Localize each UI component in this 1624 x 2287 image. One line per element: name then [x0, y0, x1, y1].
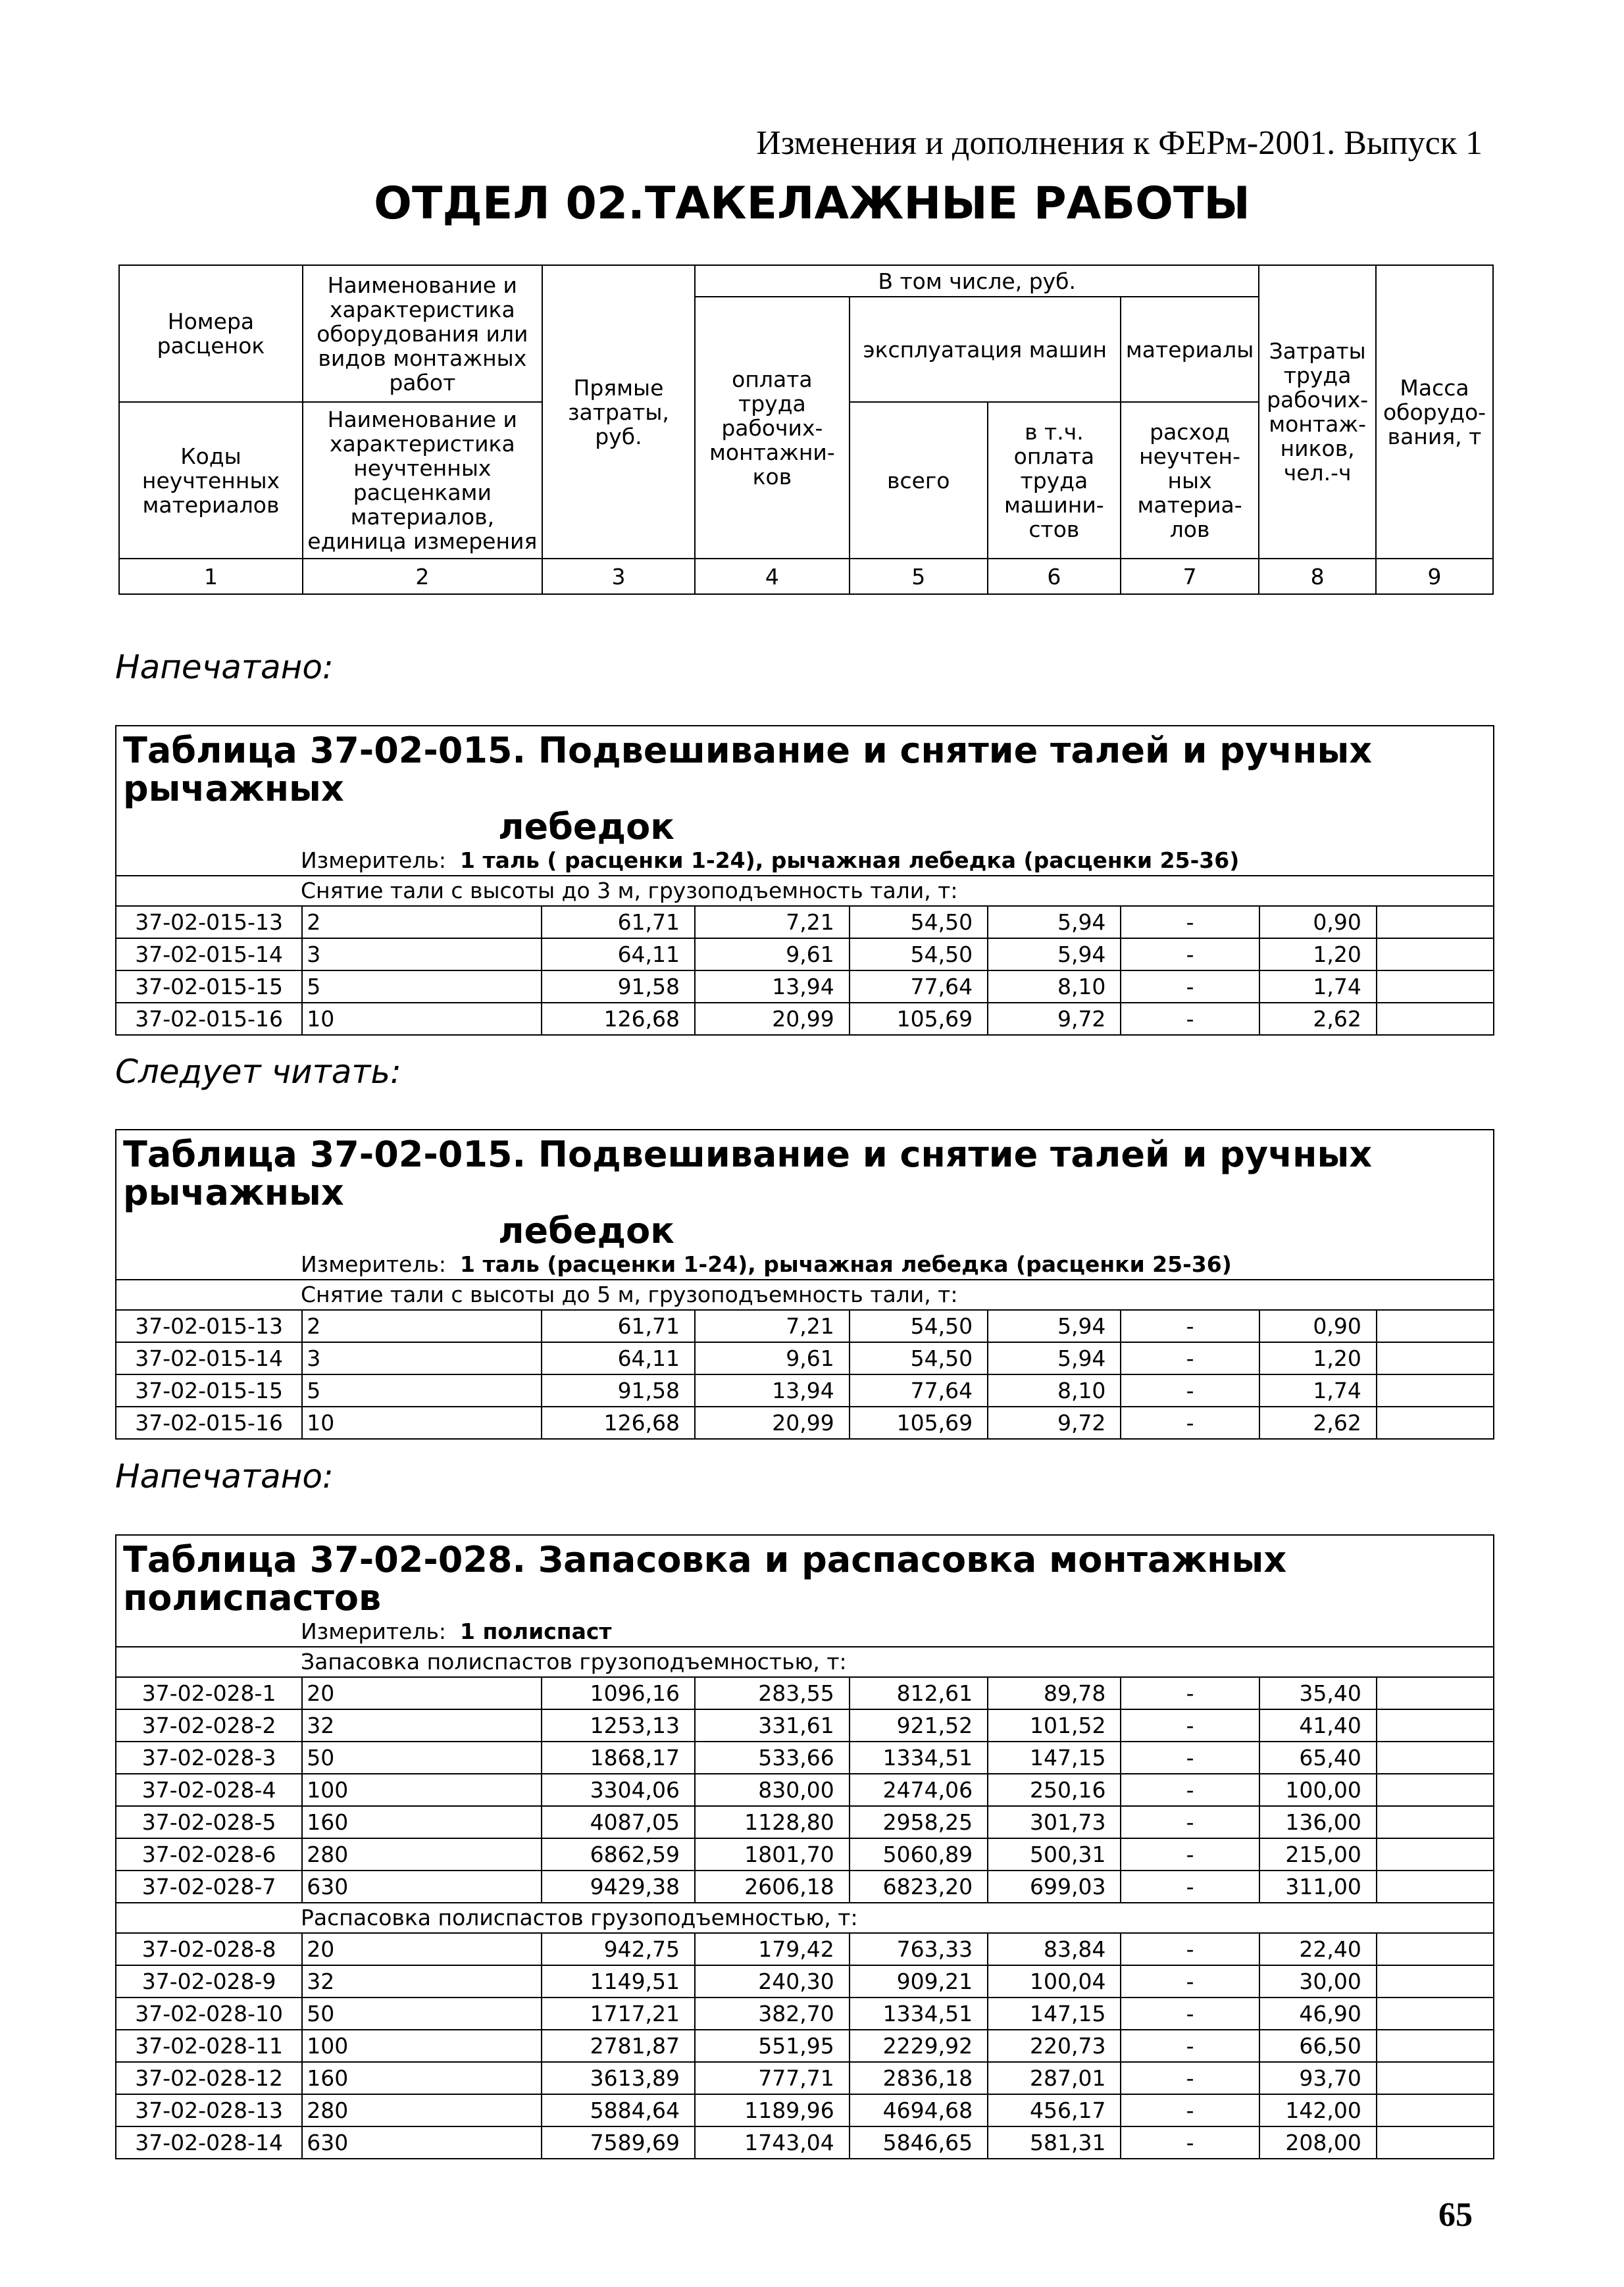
- cell-capacity: 630: [302, 1871, 542, 1903]
- table-row: [116, 2094, 1494, 2126]
- cell-equipment-mass: [1377, 2030, 1494, 2062]
- cell-machinist-pay: 287,01: [988, 2062, 1121, 2094]
- cell-direct-costs: 7589,69: [542, 2126, 695, 2159]
- cell-capacity: 280: [302, 2094, 542, 2126]
- cell-capacity: 160: [302, 1806, 542, 1838]
- cell-capacity: 10: [302, 1003, 542, 1035]
- cell-machine-costs: 105,69: [850, 1003, 988, 1035]
- header-machine-operation: эксплуатация машин: [850, 297, 1121, 402]
- cell-capacity: 50: [302, 1742, 542, 1774]
- table-row: [116, 1998, 1494, 2030]
- cell-capacity: 32: [302, 1965, 542, 1998]
- cell-rate-code: 37-02-015-14: [116, 1342, 302, 1374]
- header-labor-pay: оплата труда рабочих-монтажни-ков: [695, 297, 849, 559]
- cell-capacity: 10: [302, 1407, 542, 1439]
- cell-machine-costs: 6823,20: [850, 1871, 988, 1903]
- table-measure: [116, 846, 1494, 876]
- table-row: [116, 1806, 1494, 1838]
- col-num: 2: [303, 559, 542, 594]
- cell-labor-pay: 20,99: [695, 1003, 850, 1035]
- table-title: [116, 1130, 1494, 1250]
- cell-rate-code: 37-02-028-9: [116, 1965, 302, 1998]
- measure-value: 1 таль ( расценки 1-24), рычажная лебедка (расценки 25-36): [460, 847, 1240, 873]
- cell-labor-hours: 35,40: [1259, 1677, 1377, 1709]
- cell-direct-costs: 942,75: [542, 1933, 695, 1965]
- cell-machine-costs: 1334,51: [850, 1998, 988, 2030]
- cell-machinist-pay: 250,16: [988, 1774, 1121, 1806]
- table-row: [116, 1709, 1494, 1742]
- cell-equipment-mass: [1377, 2062, 1494, 2094]
- cell-materials: -: [1121, 1742, 1259, 1774]
- cell-machinist-pay: 5,94: [988, 938, 1121, 970]
- cell-labor-pay: 2606,18: [695, 1871, 850, 1903]
- header-work-name: Наименование и характеристика оборудования или видов монтажных работ: [303, 265, 542, 402]
- cell-labor-pay: 240,30: [695, 1965, 850, 1998]
- measure-label: Измеритель:: [301, 1619, 447, 1644]
- cell-machinist-pay: 699,03: [988, 1871, 1121, 1903]
- cell-labor-hours: 93,70: [1259, 2062, 1377, 2094]
- table-row: [116, 2126, 1494, 2159]
- cell-labor-hours: 1,20: [1259, 1342, 1377, 1374]
- cell-materials: -: [1121, 1871, 1259, 1903]
- cell-labor-pay: 13,94: [695, 970, 850, 1003]
- col-num: 6: [988, 559, 1121, 594]
- cell-rate-code: 37-02-028-11: [116, 2030, 302, 2062]
- cell-rate-code: 37-02-015-14: [116, 938, 302, 970]
- cell-rate-code: 37-02-028-3: [116, 1742, 302, 1774]
- table-row: [116, 2030, 1494, 2062]
- cell-labor-pay: 1801,70: [695, 1838, 850, 1871]
- cell-rate-code: 37-02-015-15: [116, 970, 302, 1003]
- cell-labor-pay: 331,61: [695, 1709, 850, 1742]
- cell-materials: -: [1121, 1342, 1259, 1374]
- header-including-group: В том числе, руб.: [695, 265, 1259, 297]
- col-num: 8: [1259, 559, 1376, 594]
- cell-labor-hours: 136,00: [1259, 1806, 1377, 1838]
- cell-direct-costs: 1096,16: [542, 1677, 695, 1709]
- cell-materials: -: [1121, 1998, 1259, 2030]
- cell-rate-code: 37-02-028-7: [116, 1871, 302, 1903]
- cell-machine-costs: 5846,65: [850, 2126, 988, 2159]
- table-subheader: Распасовка полиспастов грузоподъемностью, т:: [116, 1903, 1494, 1933]
- cell-labor-pay: 7,21: [695, 1310, 850, 1342]
- cell-labor-hours: 0,90: [1259, 906, 1377, 938]
- note-printed: Напечатано:: [115, 648, 334, 686]
- department-title: ОТДЕЛ 02.ТАКЕЛАЖНЫЕ РАБОТЫ: [374, 178, 1250, 230]
- cell-capacity: 20: [302, 1933, 542, 1965]
- cell-direct-costs: 64,11: [542, 1342, 695, 1374]
- cell-materials: -: [1121, 1774, 1259, 1806]
- cell-equipment-mass: [1377, 1965, 1494, 1998]
- cell-materials: -: [1121, 1838, 1259, 1871]
- cell-direct-costs: 4087,05: [542, 1806, 695, 1838]
- table-015-printed: [115, 725, 1494, 1036]
- cell-capacity: 2: [302, 906, 542, 938]
- cell-equipment-mass: [1377, 2094, 1494, 2126]
- cell-materials: -: [1121, 1806, 1259, 1838]
- table-title: [116, 1535, 1494, 1617]
- table-measure: [116, 1617, 1494, 1647]
- cell-machinist-pay: 581,31: [988, 2126, 1121, 2159]
- table-row: [116, 970, 1494, 1003]
- table-row: [116, 1871, 1494, 1903]
- cell-machinist-pay: 147,15: [988, 1998, 1121, 2030]
- cell-equipment-mass: [1377, 906, 1494, 938]
- table-title-line2: лебедок: [498, 806, 674, 846]
- cell-rate-code: 37-02-028-12: [116, 2062, 302, 2094]
- header-material-name: Наименование и характеристика неучтенных расценками материалов, единица измерения: [303, 402, 542, 559]
- cell-rate-code: 37-02-015-16: [116, 1407, 302, 1439]
- cell-equipment-mass: [1377, 1003, 1494, 1035]
- cell-labor-hours: 1,74: [1259, 1374, 1377, 1407]
- cell-machine-costs: 4694,68: [850, 2094, 988, 2126]
- table-title-line1: Таблица 37-02-028. Запасовка и распасовка монтажных полиспастов: [123, 1539, 1287, 1617]
- table-row: [116, 1742, 1494, 1774]
- cell-machinist-pay: 100,04: [988, 1965, 1121, 1998]
- cell-labor-hours: 1,20: [1259, 938, 1377, 970]
- cell-machine-costs: 2836,18: [850, 2062, 988, 2094]
- cell-labor-hours: 2,62: [1259, 1003, 1377, 1035]
- cell-labor-pay: 9,61: [695, 938, 850, 970]
- cell-materials: -: [1121, 1310, 1259, 1342]
- cell-equipment-mass: [1377, 970, 1494, 1003]
- page-number: 65: [1438, 2196, 1473, 2234]
- cell-machine-costs: 812,61: [850, 1677, 988, 1709]
- table-028: [115, 1534, 1494, 2159]
- cell-equipment-mass: [1377, 1677, 1494, 1709]
- cell-machine-costs: 921,52: [850, 1709, 988, 1742]
- cell-labor-hours: 46,90: [1259, 1998, 1377, 2030]
- table-015-corrected: [115, 1129, 1494, 1440]
- cell-machinist-pay: 9,72: [988, 1003, 1121, 1035]
- cell-machine-costs: 54,50: [850, 1310, 988, 1342]
- cell-labor-hours: 311,00: [1259, 1871, 1377, 1903]
- header-rate-numbers: Номера расценок: [119, 265, 303, 402]
- cell-equipment-mass: [1377, 1310, 1494, 1342]
- cell-equipment-mass: [1377, 1407, 1494, 1439]
- cell-equipment-mass: [1377, 2126, 1494, 2159]
- cell-machinist-pay: 9,72: [988, 1407, 1121, 1439]
- cell-direct-costs: 3613,89: [542, 2062, 695, 2094]
- header-machines-total: всего: [850, 402, 988, 559]
- cell-labor-hours: 41,40: [1259, 1709, 1377, 1742]
- table-title-line1: Таблица 37-02-015. Подвешивание и снятие талей и ручных рычажных: [123, 1134, 1373, 1213]
- column-header-table: [118, 264, 1494, 595]
- cell-labor-pay: 1743,04: [695, 2126, 850, 2159]
- table-title-line1: Таблица 37-02-015. Подвешивание и снятие талей и ручных рычажных: [123, 730, 1373, 809]
- cell-labor-pay: 830,00: [695, 1774, 850, 1806]
- header-equipment-mass: Масса оборудо-вания, т: [1376, 265, 1493, 559]
- cell-capacity: 2: [302, 1310, 542, 1342]
- table-title: [116, 726, 1494, 846]
- cell-materials: -: [1121, 1677, 1259, 1709]
- cell-machine-costs: 54,50: [850, 906, 988, 938]
- cell-labor-hours: 142,00: [1259, 2094, 1377, 2126]
- cell-capacity: 100: [302, 1774, 542, 1806]
- cell-machine-costs: 77,64: [850, 1374, 988, 1407]
- col-num: 7: [1121, 559, 1259, 594]
- cell-materials: -: [1121, 1003, 1259, 1035]
- cell-labor-pay: 9,61: [695, 1342, 850, 1374]
- cell-labor-pay: 551,95: [695, 2030, 850, 2062]
- cell-labor-pay: 20,99: [695, 1407, 850, 1439]
- cell-direct-costs: 3304,06: [542, 1774, 695, 1806]
- cell-rate-code: 37-02-015-16: [116, 1003, 302, 1035]
- cell-machine-costs: 54,50: [850, 1342, 988, 1374]
- cell-labor-pay: 533,66: [695, 1742, 850, 1774]
- cell-rate-code: 37-02-028-1: [116, 1677, 302, 1709]
- cell-materials: -: [1121, 2094, 1259, 2126]
- table-row: [116, 1677, 1494, 1709]
- table-title-line2: лебедок: [498, 1210, 674, 1250]
- cell-labor-pay: 283,55: [695, 1677, 850, 1709]
- cell-machinist-pay: 5,94: [988, 1342, 1121, 1374]
- cell-machine-costs: 909,21: [850, 1965, 988, 1998]
- table-subheader: Запасовка полиспастов грузоподъемностью, т:: [116, 1647, 1494, 1677]
- cell-equipment-mass: [1377, 1774, 1494, 1806]
- cell-labor-pay: 777,71: [695, 2062, 850, 2094]
- cell-capacity: 100: [302, 2030, 542, 2062]
- cell-direct-costs: 1149,51: [542, 1965, 695, 1998]
- cell-equipment-mass: [1377, 1709, 1494, 1742]
- cell-capacity: 3: [302, 938, 542, 970]
- cell-labor-pay: 382,70: [695, 1998, 850, 2030]
- col-num: 9: [1376, 559, 1493, 594]
- cell-materials: -: [1121, 2030, 1259, 2062]
- cell-rate-code: 37-02-028-4: [116, 1774, 302, 1806]
- cell-labor-hours: 2,62: [1259, 1407, 1377, 1439]
- cell-labor-pay: 179,42: [695, 1933, 850, 1965]
- cell-capacity: 32: [302, 1709, 542, 1742]
- cell-labor-hours: 22,40: [1259, 1933, 1377, 1965]
- cell-direct-costs: 61,71: [542, 1310, 695, 1342]
- table-measure: [116, 1250, 1494, 1280]
- cell-labor-hours: 1,74: [1259, 970, 1377, 1003]
- cell-rate-code: 37-02-028-6: [116, 1838, 302, 1871]
- col-num: 3: [542, 559, 695, 594]
- cell-capacity: 280: [302, 1838, 542, 1871]
- cell-direct-costs: 61,71: [542, 906, 695, 938]
- cell-materials: -: [1121, 938, 1259, 970]
- cell-labor-hours: 65,40: [1259, 1742, 1377, 1774]
- cell-capacity: 160: [302, 2062, 542, 2094]
- cell-labor-hours: 215,00: [1259, 1838, 1377, 1871]
- table-row: [116, 1838, 1494, 1871]
- cell-machine-costs: 1334,51: [850, 1742, 988, 1774]
- cell-direct-costs: 126,68: [542, 1407, 695, 1439]
- cell-direct-costs: 2781,87: [542, 2030, 695, 2062]
- col-num: 5: [850, 559, 988, 594]
- cell-machine-costs: 2229,92: [850, 2030, 988, 2062]
- cell-materials: -: [1121, 970, 1259, 1003]
- cell-direct-costs: 91,58: [542, 970, 695, 1003]
- running-header: Изменения и дополнения к ФЕРм-2001. Выпуск 1: [756, 124, 1483, 162]
- note-should-read: Следует читать:: [115, 1053, 401, 1091]
- table-row: [116, 1407, 1494, 1439]
- col-num: 4: [695, 559, 849, 594]
- cell-capacity: 50: [302, 1998, 542, 2030]
- table-row: [116, 906, 1494, 938]
- table-row: [116, 1003, 1494, 1035]
- cell-machine-costs: 763,33: [850, 1933, 988, 1965]
- cell-rate-code: 37-02-028-13: [116, 2094, 302, 2126]
- cell-materials: -: [1121, 2126, 1259, 2159]
- measure-value: 1 таль (расценки 1-24), рычажная лебедка (расценки 25-36): [460, 1251, 1232, 1277]
- cell-labor-hours: 100,00: [1259, 1774, 1377, 1806]
- measure-label: Измеритель:: [301, 1251, 447, 1277]
- cell-equipment-mass: [1377, 1374, 1494, 1407]
- header-materials: материалы: [1121, 297, 1259, 402]
- cell-machinist-pay: 500,31: [988, 1838, 1121, 1871]
- cell-machinist-pay: 220,73: [988, 2030, 1121, 2062]
- cell-rate-code: 37-02-028-14: [116, 2126, 302, 2159]
- cell-machinist-pay: 301,73: [988, 1806, 1121, 1838]
- table-subheader: Снятие тали с высоты до 5 м, грузоподъемность тали, т:: [116, 1280, 1494, 1310]
- cell-equipment-mass: [1377, 1838, 1494, 1871]
- header-material-usage: расход неучтен-ных материа-лов: [1121, 402, 1259, 559]
- cell-machinist-pay: 5,94: [988, 1310, 1121, 1342]
- cell-machine-costs: 2474,06: [850, 1774, 988, 1806]
- table-row: [116, 1310, 1494, 1342]
- cell-equipment-mass: [1377, 1871, 1494, 1903]
- cell-machine-costs: 2958,25: [850, 1806, 988, 1838]
- header-unaccounted-codes: Коды неучтенных материалов: [119, 402, 303, 559]
- cell-direct-costs: 91,58: [542, 1374, 695, 1407]
- table-row: [116, 1965, 1494, 1998]
- table-row: [116, 1374, 1494, 1407]
- cell-capacity: 5: [302, 970, 542, 1003]
- cell-labor-pay: 13,94: [695, 1374, 850, 1407]
- cell-capacity: 3: [302, 1342, 542, 1374]
- cell-direct-costs: 1717,21: [542, 1998, 695, 2030]
- cell-materials: -: [1121, 2062, 1259, 2094]
- cell-materials: -: [1121, 1965, 1259, 1998]
- cell-direct-costs: 64,11: [542, 938, 695, 970]
- cell-labor-hours: 208,00: [1259, 2126, 1377, 2159]
- cell-capacity: 5: [302, 1374, 542, 1407]
- cell-machinist-pay: 8,10: [988, 1374, 1121, 1407]
- cell-equipment-mass: [1377, 938, 1494, 970]
- cell-materials: -: [1121, 1709, 1259, 1742]
- measure-value: 1 полиспаст: [460, 1619, 612, 1644]
- cell-rate-code: 37-02-028-8: [116, 1933, 302, 1965]
- table-row: [116, 1774, 1494, 1806]
- measure-label: Измеритель:: [301, 847, 447, 873]
- col-num: 1: [119, 559, 303, 594]
- cell-machinist-pay: 456,17: [988, 2094, 1121, 2126]
- cell-direct-costs: 126,68: [542, 1003, 695, 1035]
- cell-labor-hours: 0,90: [1259, 1310, 1377, 1342]
- cell-labor-hours: 30,00: [1259, 1965, 1377, 1998]
- cell-machine-costs: 54,50: [850, 938, 988, 970]
- cell-equipment-mass: [1377, 1933, 1494, 1965]
- cell-rate-code: 37-02-028-10: [116, 1998, 302, 2030]
- table-row: [116, 1342, 1494, 1374]
- cell-machinist-pay: 83,84: [988, 1933, 1121, 1965]
- cell-machine-costs: 105,69: [850, 1407, 988, 1439]
- cell-capacity: 630: [302, 2126, 542, 2159]
- cell-labor-pay: 1128,80: [695, 1806, 850, 1838]
- cell-direct-costs: 6862,59: [542, 1838, 695, 1871]
- cell-machinist-pay: 8,10: [988, 970, 1121, 1003]
- cell-equipment-mass: [1377, 1742, 1494, 1774]
- cell-rate-code: 37-02-028-5: [116, 1806, 302, 1838]
- header-direct-costs: Прямые затраты, руб.: [542, 265, 695, 559]
- column-number-row: [119, 559, 1493, 594]
- cell-equipment-mass: [1377, 1806, 1494, 1838]
- cell-machine-costs: 77,64: [850, 970, 988, 1003]
- cell-rate-code: 37-02-015-13: [116, 1310, 302, 1342]
- cell-machine-costs: 5060,89: [850, 1838, 988, 1871]
- cell-materials: -: [1121, 1407, 1259, 1439]
- cell-labor-hours: 66,50: [1259, 2030, 1377, 2062]
- note-printed: Напечатано:: [115, 1457, 334, 1495]
- cell-direct-costs: 9429,38: [542, 1871, 695, 1903]
- cell-rate-code: 37-02-028-2: [116, 1709, 302, 1742]
- table-row: [116, 1933, 1494, 1965]
- cell-direct-costs: 1868,17: [542, 1742, 695, 1774]
- table-subheader: Снятие тали с высоты до 3 м, грузоподъемность тали, т:: [116, 876, 1494, 906]
- cell-rate-code: 37-02-015-15: [116, 1374, 302, 1407]
- cell-materials: -: [1121, 1933, 1259, 1965]
- cell-labor-pay: 7,21: [695, 906, 850, 938]
- cell-materials: -: [1121, 1374, 1259, 1407]
- cell-machinist-pay: 101,52: [988, 1709, 1121, 1742]
- cell-machinist-pay: 5,94: [988, 906, 1121, 938]
- cell-machinist-pay: 89,78: [988, 1677, 1121, 1709]
- cell-equipment-mass: [1377, 1342, 1494, 1374]
- table-row: [116, 938, 1494, 970]
- cell-equipment-mass: [1377, 1998, 1494, 2030]
- cell-labor-pay: 1189,96: [695, 2094, 850, 2126]
- cell-rate-code: 37-02-015-13: [116, 906, 302, 938]
- header-machinist-pay: в т.ч. оплата труда машини-стов: [988, 402, 1121, 559]
- cell-direct-costs: 5884,64: [542, 2094, 695, 2126]
- header-labor-hours: Затраты труда рабочих-монтаж-ников, чел.-ч: [1259, 265, 1376, 559]
- cell-capacity: 20: [302, 1677, 542, 1709]
- cell-materials: -: [1121, 906, 1259, 938]
- table-row: [116, 2062, 1494, 2094]
- cell-direct-costs: 1253,13: [542, 1709, 695, 1742]
- cell-machinist-pay: 147,15: [988, 1742, 1121, 1774]
